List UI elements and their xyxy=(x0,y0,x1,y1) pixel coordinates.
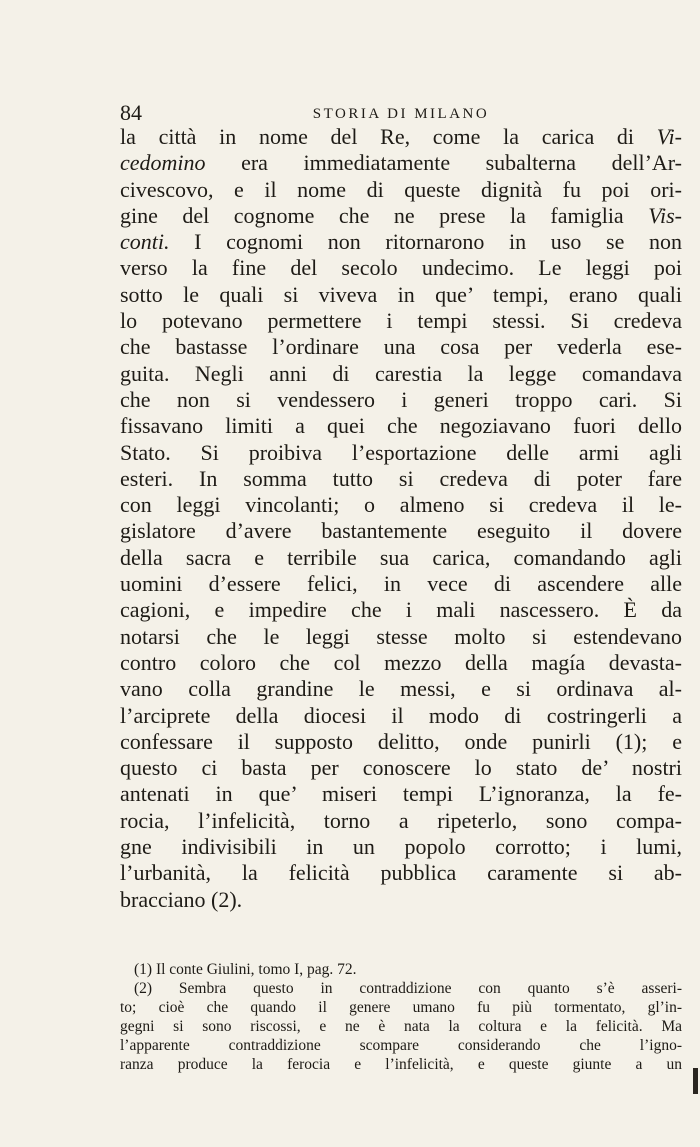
body-line xyxy=(120,413,682,439)
text-segment: verso la fine del secolo undecimo. Le leggi poi xyxy=(120,255,682,281)
footnotes xyxy=(120,960,682,1074)
text-segment: che bastasse l’ordinare una cosa per vederla ese- xyxy=(120,334,682,360)
text-segment: lo potevano permettere i tempi stessi. Si credeva xyxy=(120,308,682,334)
body-line xyxy=(120,229,682,255)
body-line xyxy=(120,466,682,492)
page-number: 84 xyxy=(120,100,142,125)
footnote-line: gegni si sono riscossi, e ne è nata la coltura e la felicità. Ma xyxy=(120,1018,682,1035)
text-segment: gislatore d’avere bastantemente eseguito il dovere xyxy=(120,518,682,544)
text-segment: confessare il supposto delitto, onde punirli (1); e xyxy=(120,728,682,754)
body-line xyxy=(120,834,682,860)
italic-segment: Vis- xyxy=(648,202,682,228)
text-segment: era immediatamente subalterna dell’Ar- xyxy=(205,150,682,176)
footnote-line: l’apparente contraddizione scompare considerando che l’igno- xyxy=(120,1037,682,1054)
page-header xyxy=(120,100,682,126)
body-line xyxy=(120,597,682,623)
text-segment: civescovo, e il nome di queste dignità fu poi ori- xyxy=(120,176,682,202)
text-segment: esteri. In somma tutto si credeva di poter fare xyxy=(120,465,682,491)
text-segment: I cognomi non ritornarono in uso se non xyxy=(169,229,682,255)
text-segment: cagioni, e impedire che i mali nascessero. È da xyxy=(120,597,682,623)
text-segment: rocia, l’infelicità, torno a ripeterlo, sono compa- xyxy=(120,807,682,833)
text-segment: guita. Negli anni di carestia la legge comandava xyxy=(120,360,682,386)
text-segment: che non si vendessero i generi troppo cari. Si xyxy=(120,386,682,412)
body-line xyxy=(120,650,682,676)
body-line xyxy=(120,334,682,360)
text-segment: la città in nome del Re, come la carica di xyxy=(120,124,657,149)
italic-segment: conti. xyxy=(120,229,170,255)
body-line xyxy=(120,571,682,597)
body-line xyxy=(120,755,682,781)
text-segment: contro coloro che col mezzo della magía devasta- xyxy=(120,649,682,675)
text-segment: uomini d’essere felici, in vece di ascendere alle xyxy=(120,571,682,597)
italic-segment: Vi- xyxy=(656,124,682,149)
text-segment: sotto le quali si viveva in que’ tempi, erano quali xyxy=(120,281,682,307)
text-segment: antenati in que’ miseri tempi L’ignoranza, la fe- xyxy=(120,781,682,807)
text-segment: fissavano limiti a quei che negoziavano fuori dello xyxy=(120,413,682,439)
footnote-line: (2) Sembra questo in contraddizione con quanto s’è asseri- xyxy=(134,980,682,997)
body-line xyxy=(120,518,682,544)
body-line xyxy=(120,308,682,334)
body-line xyxy=(120,282,682,308)
text-segment: bracciano (2). xyxy=(120,886,243,912)
body-line xyxy=(120,255,682,281)
text-segment: l’urbanità, la felicità pubblica caramente si ab- xyxy=(120,860,682,886)
footnote-line: to; cioè che quando il genere umano fu più tormentato, gl’in- xyxy=(120,999,682,1016)
footnote-line: (1) Il conte Giulini, tomo I, pag. 72. xyxy=(134,961,357,978)
body-line xyxy=(120,624,682,650)
body-line xyxy=(120,676,682,702)
body-line xyxy=(120,124,682,150)
body-line xyxy=(120,492,682,518)
body-line xyxy=(120,729,682,755)
body-line xyxy=(120,203,682,229)
page-edge-mark xyxy=(693,1068,698,1094)
body-line xyxy=(120,545,682,571)
text-segment: con leggi vincolanti; o almeno si credeva il le- xyxy=(120,492,682,518)
text-segment: Stato. Si proibiva l’esportazione delle armi agli xyxy=(120,439,682,465)
body-line xyxy=(120,150,682,176)
body-line xyxy=(120,860,682,886)
body-line xyxy=(120,440,682,466)
text-segment: gine del cognome che ne prese la famiglia xyxy=(120,202,649,228)
body-line xyxy=(120,808,682,834)
text-segment: notarsi che le leggi stesse molto si estendevano xyxy=(120,623,682,649)
body-text xyxy=(120,124,682,913)
text-segment: della sacra e terribile sua carica, comandando agli xyxy=(120,544,682,570)
body-line xyxy=(120,703,682,729)
text-segment: questo ci basta per conoscere lo stato de’ nostri xyxy=(120,755,682,781)
italic-segment: cedomino xyxy=(120,150,206,176)
running-title: STORIA DI MILANO xyxy=(312,106,490,122)
text-segment: vano colla grandine le messi, e si ordinava al- xyxy=(120,676,682,702)
body-line xyxy=(120,387,682,413)
body-line xyxy=(120,361,682,387)
body-line xyxy=(120,781,682,807)
body-line xyxy=(120,177,682,203)
footnote-line: ranza produce la ferocia e l’infelicità, e queste giunte a un xyxy=(120,1056,682,1073)
body-line xyxy=(120,887,682,913)
text-segment: gne indivisibili in un popolo corrotto; i lumi, xyxy=(120,834,682,860)
text-segment: l’arciprete della diocesi il modo di costringerli a xyxy=(120,702,682,728)
